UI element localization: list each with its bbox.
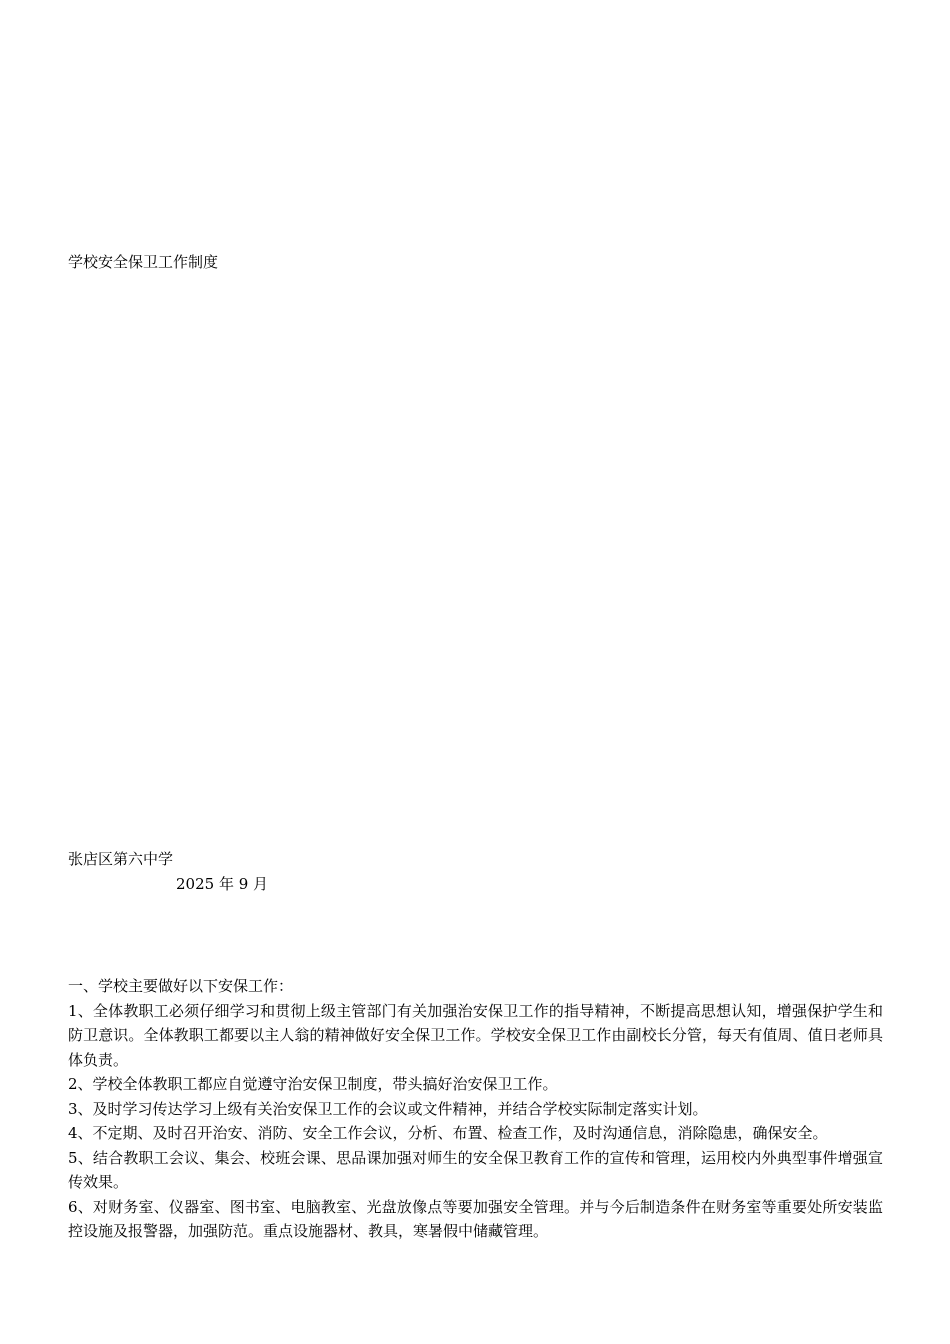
list-item: 3、及时学习传达学习上级有关治安保卫工作的会议或文件精神，并结合学校实际制定落实计划。 — [68, 1099, 708, 1118]
document-date: 2025 年 9 月 — [176, 875, 269, 893]
list-item: 6、对财务室、仪器室、图书室、电脑教室、光盘放像点等要加强安全管理。并与今后制造条件在财务室等重要处所安装监控设施及报警器，加强防范。重点设施器材、教具，寒暑假中储藏管理。 — [68, 1197, 883, 1240]
list-item: 2、学校全体教职工都应自觉遵守治安保卫制度，带头搞好治安保卫工作。 — [68, 1075, 558, 1093]
section-heading: 一、学校主要做好以下安保工作： — [68, 977, 294, 995]
list-item: 4、不定期、及时召开治安、消防、安全工作会议，分析、布置、检查工作，及时沟通信息，消除隐患，确保安全。 — [68, 1124, 828, 1142]
list-item: 5、结合教职工会议、集会、校班会课、思品课加强对师生的安全保卫教育工作的宣传和管理，运用校内外典型事件增强宣传效果。 — [68, 1148, 883, 1191]
list-item: 1、全体教职工必须仔细学习和贯彻上级主管部门有关加强治安保卫工作的指导精神，不断提高思想认知，增强保护学生和防卫意识。全体教职工都要以主人翁的精神做好安全保卫工作。学校安全保卫工作由副校长分管，每天有值周、值日老师具体负责。 — [68, 1001, 883, 1069]
organization-name: 张店区第六中学 — [68, 850, 174, 868]
document-title: 学校安全保卫工作制度 — [68, 253, 219, 271]
document-body — [68, 974, 883, 1244]
